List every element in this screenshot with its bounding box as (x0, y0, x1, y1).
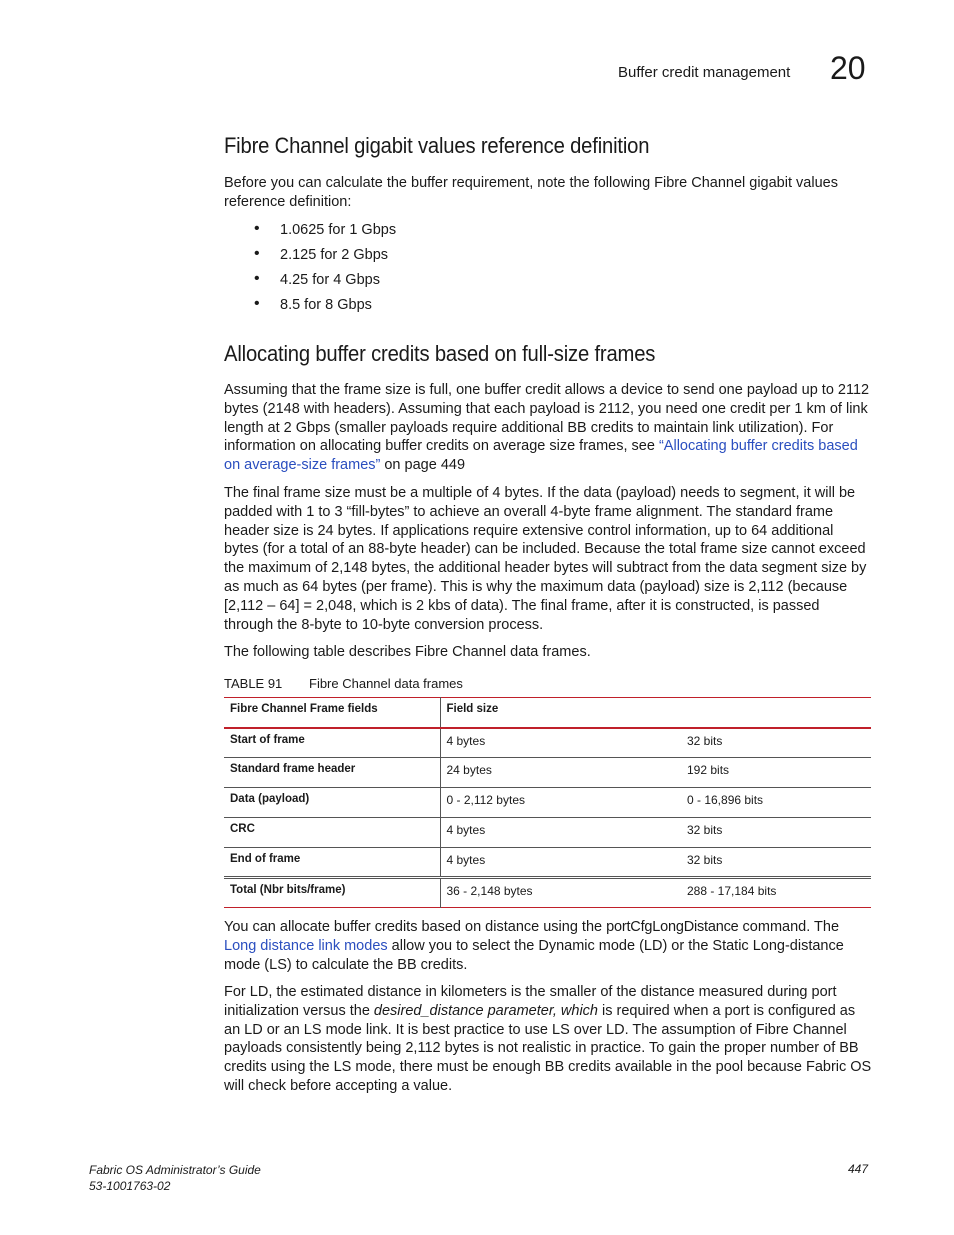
gigabit-values-list (224, 221, 872, 321)
table-cell: CRC (224, 818, 440, 848)
footer-guide-title: Fabric OS Administrator’s Guide (89, 1163, 261, 1177)
list-item: • 4.25 for 4 Gbps (224, 271, 872, 296)
paragraph-long-distance (224, 918, 872, 974)
section-heading-gigabit-values: Fibre Channel gigabit values reference definition (224, 133, 650, 158)
paragraph-text: command. The (738, 919, 840, 935)
table-header-row (224, 698, 871, 728)
table-cell: 32 bits (687, 823, 723, 837)
table-cell: 192 bits (687, 763, 730, 777)
table-cell: 0 - 16,896 bits (687, 793, 764, 807)
fibre-channel-frames-table (224, 697, 871, 908)
section1-intro: Before you can calculate the buffer requirement, note the following Fibre Channel gigabit values reference definition: (224, 175, 838, 210)
paragraph-text: Assuming that the frame size is full, one buffer credit allows a device to send one payload up to 2112 bytes (2148 with headers). Assuming that each payload is 2112, you need one credit per 1 km of link length at 2 Gbps (smaller payloads require additional BB credits to maintain link utilization). For information on allocating buffer credits on average size frames, see (224, 382, 870, 455)
paragraph-text: is required when a port is configured as an LD or an LS mode link. It is best practice to use LS over LD. The assumption of Fibre Channel payloads consistently being 2,112 bytes is not realistic in practice. To gain the proper number of BB credits using the LS mode, there must be enough BB credits available in the pool because Fabric OS will check before accepting a value. (224, 1002, 872, 1094)
table-cell: 36 - 2,148 bytes (446, 884, 533, 898)
link-long-distance-modes[interactable]: Long distance link modes (224, 937, 388, 954)
table-cell: 32 bits (687, 853, 723, 867)
paragraph-ld-mode (224, 983, 872, 1096)
table-cell: 24 bytes (446, 763, 492, 777)
table-row (224, 728, 871, 758)
table-cell: End of frame (224, 848, 440, 878)
paragraph-text: on page 449 (380, 457, 466, 474)
table-row (224, 758, 871, 788)
paragraph-frame-size: The final frame size must be a multiple of 4 bytes. If the data (payload) needs to segment, it will be padded with 1 to 3 “fill-bytes” to achieve an overall 4-byte frame alignment. The standard frame header size is 24 bytes. If applications require extensive control information, up to 64 additional bytes (for a total of an 88-byte header) can be included. Because the total frame size cannot exceed the maximum of 2,148 bytes, the additional header bytes will subtract from the data segment size by as much as 64 bytes (per frame). This is why the maximum data (payload) size is 2,112 (because [2,112 – 64] = 2,048, which is 2 kbs of data). The final frame, after it is constructed, is passed through the 8-byte to 10-byte conversion process. (224, 485, 867, 633)
table-row (224, 818, 871, 848)
running-head: Buffer credit management (618, 64, 791, 81)
table-cell: Data (payload) (224, 788, 440, 818)
table-cell: 4 bytes (446, 733, 486, 748)
footer-guide-info (89, 1162, 261, 1194)
footer-doc-number: 53-1001763-02 (89, 1179, 171, 1193)
column-header: Field size (446, 703, 499, 715)
footer-page-number: 447 (847, 1162, 868, 1176)
table-title: Fibre Channel data frames (309, 676, 463, 691)
table-cell: 4 bytes (446, 853, 486, 867)
table-cell: 4 bytes (446, 823, 486, 837)
paragraph-text: You can allocate buffer credits based on distance using the (224, 919, 607, 935)
table-cell: 0 - 2,112 bytes (446, 793, 525, 807)
paragraph-full-size-frames (224, 381, 872, 475)
chapter-number: 20 (830, 50, 866, 86)
table-number: TABLE 91 (224, 676, 283, 691)
table-cell: 288 - 17,184 bits (687, 884, 777, 898)
table-cell: Standard frame header (224, 758, 440, 788)
list-item: • 2.125 for 2 Gbps (224, 246, 872, 271)
command-name: portCfgLongDistance (606, 919, 739, 935)
paragraph-text: For LD, the estimated distance in kilometers is the smaller of the distance measured during port initialization versus the (224, 984, 837, 1019)
table-total-row (224, 878, 871, 908)
parameter-name: desired_distance parameter, which (373, 1002, 598, 1019)
column-header: Fibre Channel Frame fields (224, 698, 440, 728)
table-cell: Start of frame (224, 728, 440, 758)
paragraph-table-intro: The following table describes Fibre Channel data frames. (224, 644, 591, 660)
paragraph-text: allow you to select the Dynamic mode (LD) or the Static Long-distance mode (LS) to calculate the BB credits. (224, 937, 844, 973)
table-row (224, 788, 871, 818)
table-row (224, 848, 871, 878)
list-item: • 8.5 for 8 Gbps (224, 296, 872, 321)
table-caption (224, 676, 872, 691)
link-average-size-frames[interactable]: “Allocating buffer credits based on average-size frames” (224, 438, 858, 474)
list-item: • 1.0625 for 1 Gbps (224, 221, 872, 246)
section-heading-full-size-frames: Allocating buffer credits based on full-size frames (224, 341, 656, 366)
table-cell: 32 bits (687, 733, 723, 748)
table-cell: Total (Nbr bits/frame) (224, 878, 440, 908)
